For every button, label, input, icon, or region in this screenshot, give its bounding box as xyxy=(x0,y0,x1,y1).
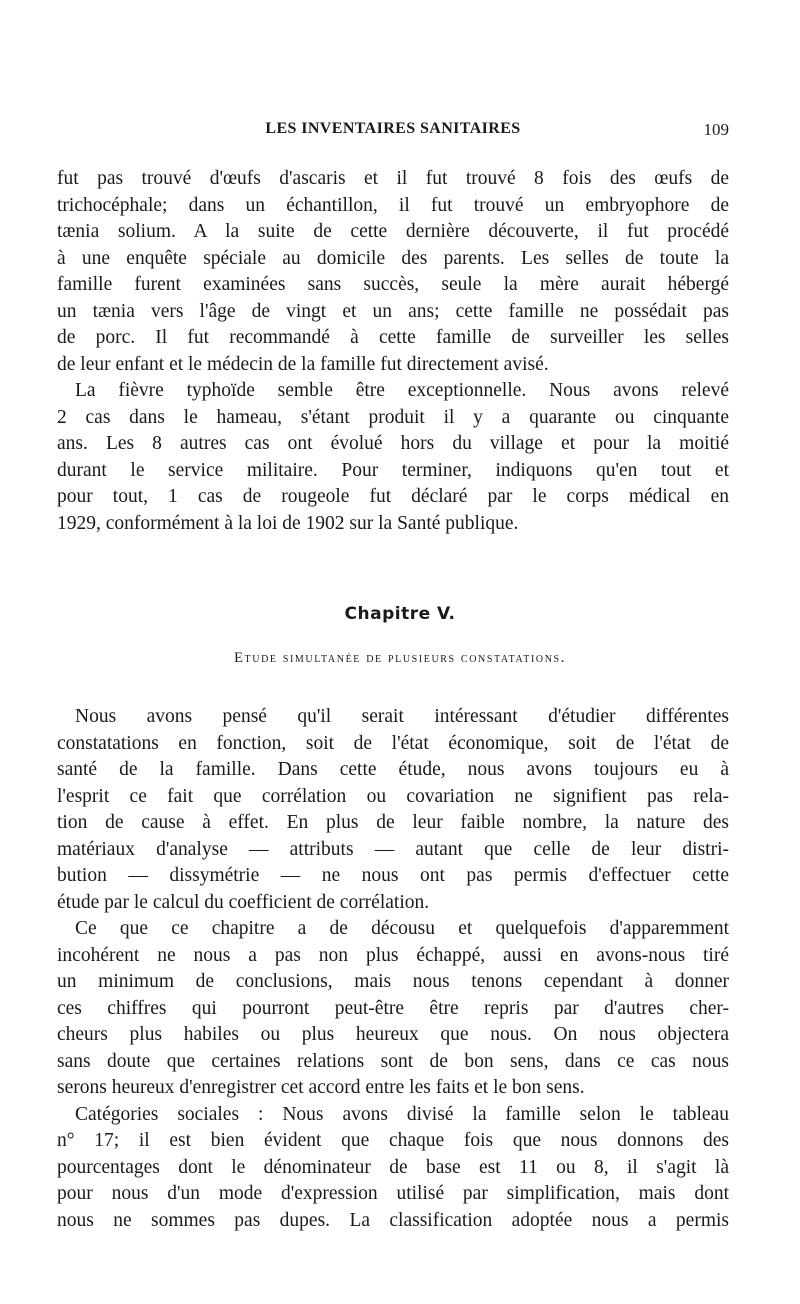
text-line: tion de cause à effet. En plus de leur faible nombre, la nature des xyxy=(57,812,729,833)
text-line: ans. Les 8 autres cas ont évolué hors du village et pour la moitié xyxy=(57,433,729,454)
text-line: tænia solium. A la suite de cette dernière découverte, il fut procédé xyxy=(57,221,729,242)
text-line: nous ne sommes pas dupes. La classification adoptée nous a permis xyxy=(57,1209,729,1231)
text-line: durant le service militaire. Pour terminer, indiquons qu'en tout et xyxy=(57,459,729,481)
text-line: La fièvre typhoïde semble être exceptionnelle. Nous avons relevé xyxy=(75,380,729,401)
text-line: matériaux d'analyse — attributs — autant que celle de leur distri- xyxy=(57,838,729,860)
text-line: de porc. Il fut recommandé à cette famille de surveiller les selles xyxy=(57,327,729,348)
text-line: ces chiffres qui pourront peut-être être repris par d'autres cher- xyxy=(57,997,729,1019)
text-line: famille furent examinées sans succès, seule la mère aurait hébergé xyxy=(57,274,729,295)
text-line: pour tout, 1 cas de rougeole fut déclaré par le corps médical en xyxy=(57,486,729,507)
text-line: pourcentages dont le dénominateur de base est 11 ou 8, il s'agit là xyxy=(57,1156,729,1178)
text-line: santé de la famille. Dans cette étude, nous avons toujours eu à xyxy=(57,759,729,780)
text-line: bution — dissymétrie — ne nous ont pas permis d'effectuer cette xyxy=(57,865,729,886)
paragraph-block-2 xyxy=(57,704,729,1234)
page-header xyxy=(57,120,729,146)
text-line: un tænia vers l'âge de vingt et un ans; cette famille ne possédait pas xyxy=(57,300,729,322)
text-line: constatations en fonction, soit de l'état économique, soit de l'état de xyxy=(57,732,729,754)
running-title: LES INVENTAIRES SANITAIRES xyxy=(265,120,521,137)
chapter-subtitle: Etude simultanée de plusieurs constatations. xyxy=(234,650,566,666)
text-line: un minimum de conclusions, mais nous tenons cependant à donner xyxy=(57,971,729,992)
text-line: incohérent ne nous a pas non plus échappé, aussi en avons-nous tiré xyxy=(57,944,729,966)
chapter-title: Chapitre V. xyxy=(344,604,456,624)
text-line: Catégories sociales : Nous avons divisé la famille selon le tableau xyxy=(75,1103,729,1125)
paragraph-block-1 xyxy=(57,166,729,537)
text-line: n° 17; il est bien évident que chaque fois que nous donnons des xyxy=(57,1130,729,1151)
text-line: Nous avons pensé qu'il serait intéressant d'étudier différentes xyxy=(75,706,729,727)
text-line: cheurs plus habiles ou plus heureux que nous. On nous objectera xyxy=(57,1024,729,1045)
text-line: 2 cas dans le hameau, s'étant produit il y a quarante ou cinquante xyxy=(57,406,729,428)
text-line: serons heureux d'enregistrer cet accord entre les faits et le bon sens. xyxy=(57,1077,585,1098)
text-line: fut pas trouvé d'œufs d'ascaris et il fut trouvé 8 fois des œufs de xyxy=(57,168,729,189)
text-line: sans doute que certaines relations sont de bon sens, dans ce cas nous xyxy=(57,1050,729,1072)
text-line: étude par le calcul du coefficient de corrélation. xyxy=(57,891,430,913)
text-line: trichocéphale; dans un échantillon, il fut trouvé un embryophore de xyxy=(57,194,729,216)
text-line: à une enquête spéciale au domicile des parents. Les selles de toute la xyxy=(57,247,729,269)
text-line: 1929, conformément à la loi de 1902 sur la Santé publique. xyxy=(57,512,519,534)
text-line: de leur enfant et le médecin de la famille fut directement avisé. xyxy=(57,353,549,375)
text-line: Ce que ce chapitre a de décousu et quelquefois d'apparemment xyxy=(75,918,729,939)
text-line: pour nous d'un mode d'expression utilisé par simplification, mais dont xyxy=(57,1183,729,1204)
page-number: 109 xyxy=(703,120,729,139)
text-line: l'esprit ce fait que corrélation ou covariation ne signifient pas rela- xyxy=(57,785,729,807)
